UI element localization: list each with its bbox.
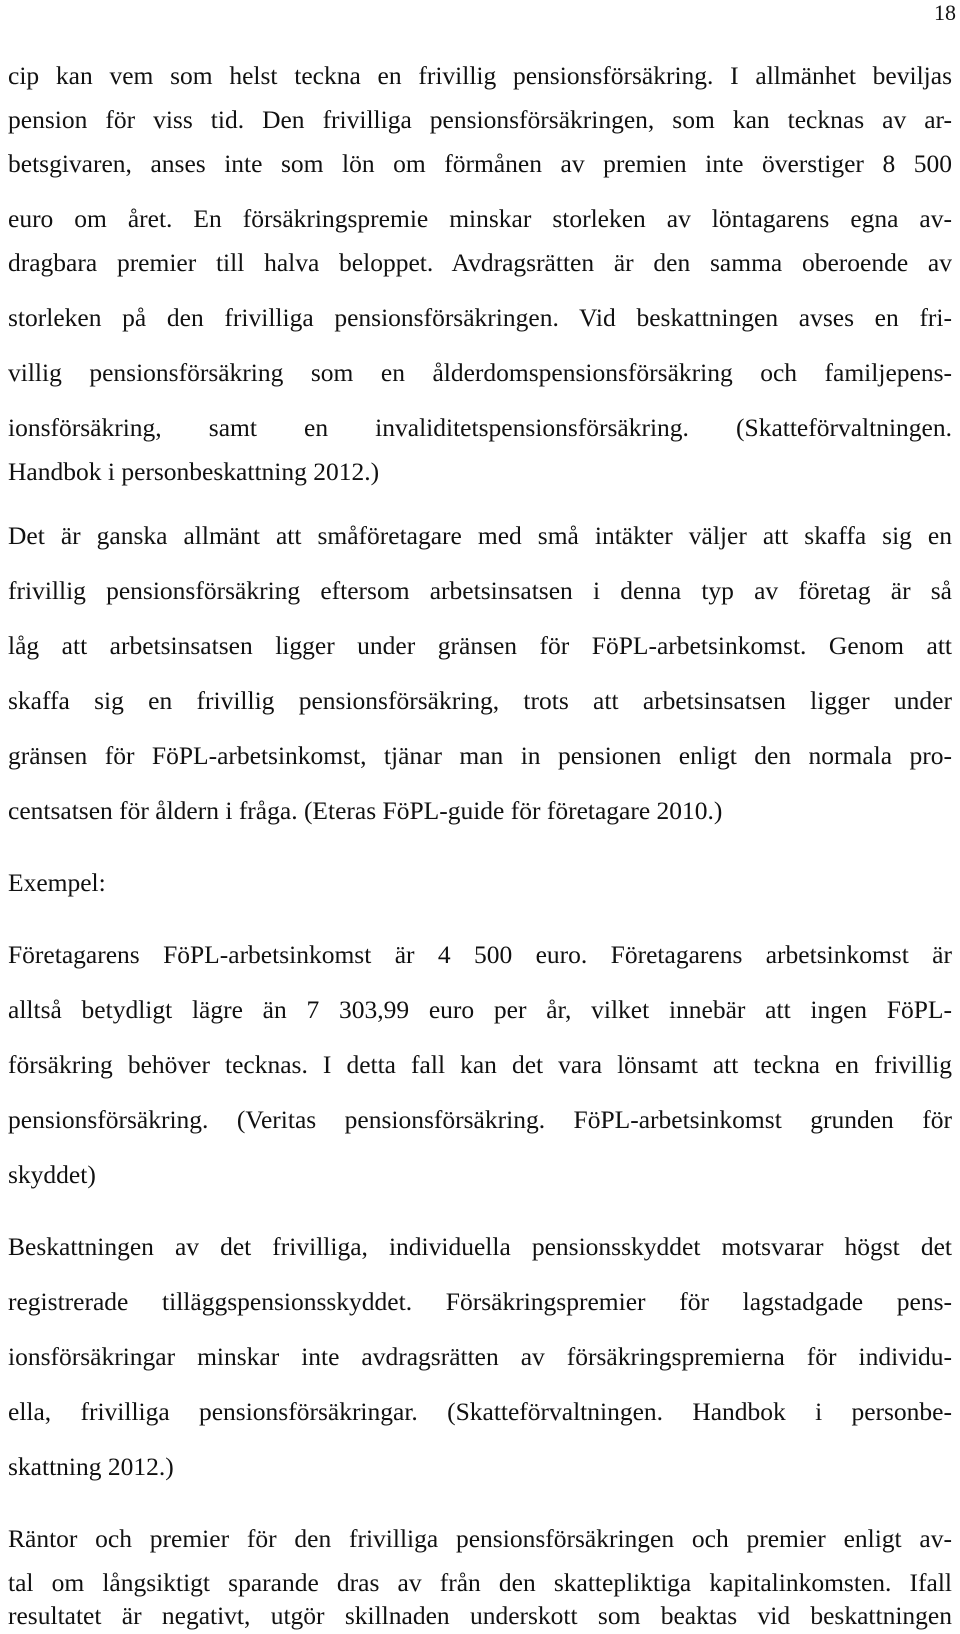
text-line: gränsen för FöPL-arbetsinkomst, tjänar man in pensionen enligt den normala pro- [8, 741, 952, 770]
text-line: euro om året. En försäkringspremie minskar storleken av löntagarens egna av- [8, 204, 952, 233]
text-line: Räntor och premier för den frivilliga pensionsförsäkringen och premier enligt av- [8, 1524, 952, 1553]
text-line: storleken på den frivilliga pensionsförsäkringen. Vid beskattningen avses en fri- [8, 303, 952, 332]
text-line: ionsförsäkringar minskar inte avdragsrätten av försäkringspremierna för individu- [8, 1342, 952, 1371]
text-line: pension för viss tid. Den frivilliga pensionsförsäkringen, som kan tecknas av ar- [8, 105, 952, 134]
example-label: Exempel: [8, 868, 106, 897]
text-line: alltså betydligt lägre än 7 303,99 euro per år, vilket innebär att ingen FöPL- [8, 995, 952, 1024]
text-line: Beskattningen av det frivilliga, individuella pensionsskyddet motsvarar högst det [8, 1232, 952, 1261]
text-line: dragbara premier till halva beloppet. Avdragsrätten är den samma oberoende av [8, 248, 952, 277]
page-number: 18 [934, 0, 956, 25]
text-line: ionsförsäkring, samt en invaliditetspensionsförsäkring. (Skatteförvaltningen. [8, 413, 952, 442]
text-line: låg att arbetsinsatsen ligger under gränsen för FöPL-arbetsinkomst. Genom att [8, 631, 952, 660]
text-line: pensionsförsäkring. (Veritas pensionsförsäkring. FöPL-arbetsinkomst grunden för [8, 1105, 952, 1134]
text-line: skaffa sig en frivillig pensionsförsäkring, trots att arbetsinsatsen ligger under [8, 686, 952, 715]
text-line: Företagarens FöPL-arbetsinkomst är 4 500 euro. Företagarens arbetsinkomst är [8, 940, 952, 969]
text-line: betsgivaren, anses inte som lön om förmånen av premien inte överstiger 8 500 [8, 149, 952, 178]
text-line: centsatsen för åldern i fråga. (Eteras FöPL-guide för företagare 2010.) [8, 796, 723, 825]
text-line: Handbok i personbeskattning 2012.) [8, 457, 380, 486]
text-line: Det är ganska allmänt att småföretagare med små intäkter väljer att skaffa sig en [8, 521, 952, 550]
text-line: skyddet) [8, 1160, 96, 1189]
text-line: tal om långsiktigt sparande dras av från den skattepliktiga kapitalinkomsten. Ifall [8, 1568, 952, 1597]
text-line: resultatet är negativt, utgör skillnaden underskott som beaktas vid beskattningen [8, 1601, 952, 1630]
text-line: försäkring behöver tecknas. I detta fall kan det vara lönsamt att teckna en frivillig [8, 1050, 952, 1079]
text-line: frivillig pensionsförsäkring eftersom arbetsinsatsen i denna typ av företag är så [8, 576, 952, 605]
text-line: skattning 2012.) [8, 1452, 174, 1481]
text-line: ella, frivilliga pensionsförsäkringar. (Skatteförvaltningen. Handbok i personbe- [8, 1397, 952, 1426]
text-line: registrerade tilläggspensionsskyddet. Försäkringspremier för lagstadgade pens- [8, 1287, 952, 1316]
text-line: villig pensionsförsäkring som en ålderdomspensionsförsäkring och familjepens- [8, 358, 952, 387]
text-line: cip kan vem som helst teckna en frivillig pensionsförsäkring. I allmänhet beviljas [8, 61, 952, 90]
